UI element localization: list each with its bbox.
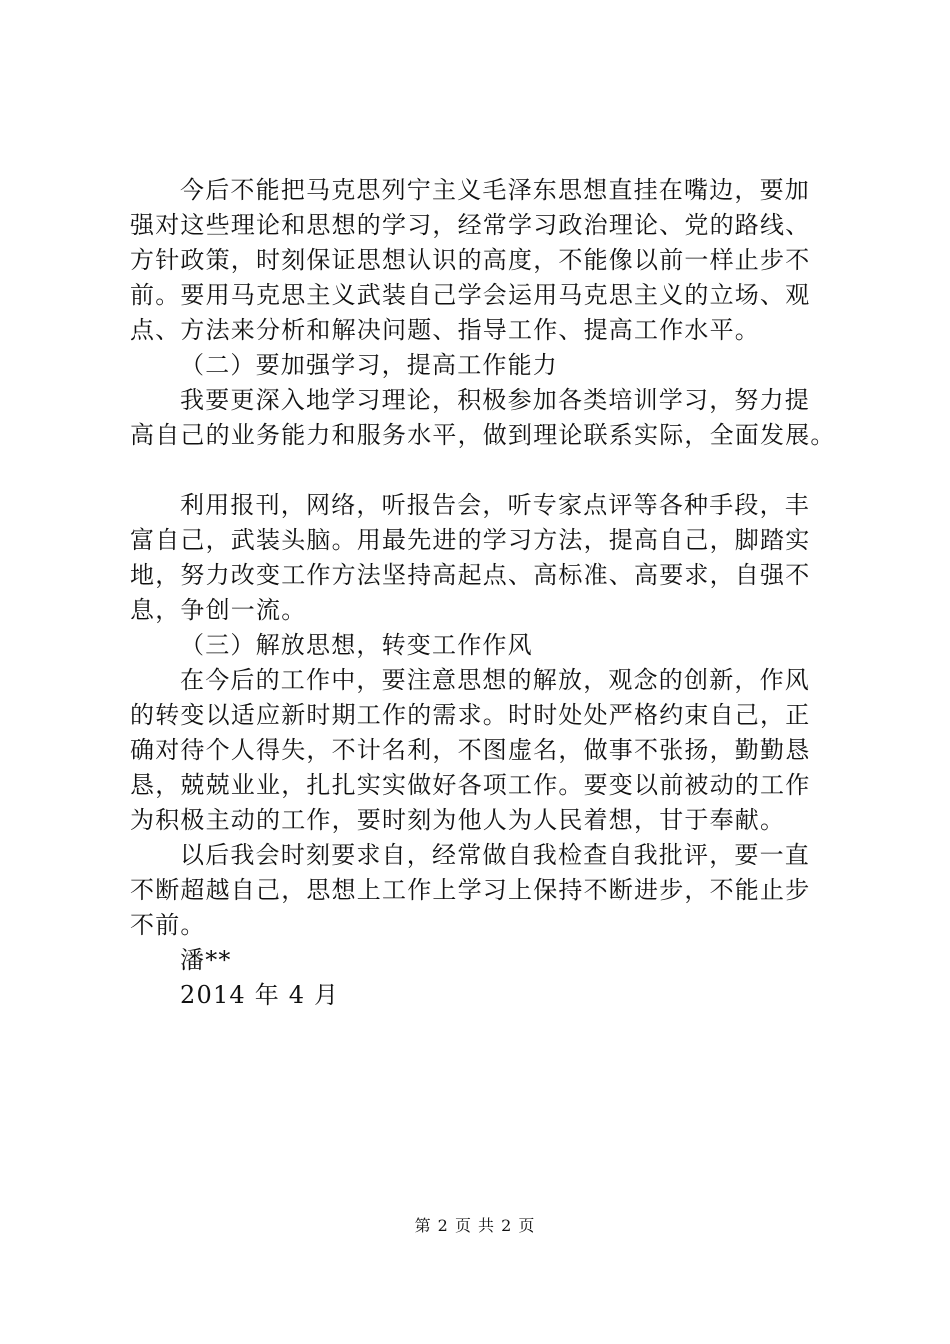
paragraph-line: 高自己的业务能力和服务水平，做到理论联系实际，全面发展。	[130, 421, 836, 449]
paragraph-line: 前。要用马克思主义武装自己学会运用马克思主义的立场、观	[130, 281, 811, 309]
paragraph-line: 富自己，武装头脑。用最先进的学习方法，提高自己，脚踏实	[130, 526, 811, 554]
paragraph-line: 利用报刊，网络，听报告会，听专家点评等各种手段，丰	[180, 491, 810, 519]
paragraph-line: 的转变以适应新时期工作的需求。时时处处严格约束自己，正	[130, 701, 811, 729]
paragraph-line: 今后不能把马克思列宁主义毛泽东思想直挂在嘴边，要加	[180, 176, 810, 204]
paragraph-line: 不断超越自己，思想上工作上学习上保持不断进步，不能止步	[130, 876, 811, 904]
paragraph-line: 在今后的工作中，要注意思想的解放，观念的创新，作风	[180, 666, 810, 694]
page-number-footer: 第 2 页 共 2 页	[414, 1216, 536, 1235]
paragraph-line: 不前。	[130, 911, 206, 939]
section-heading: （二）要加强学习，提高工作能力	[180, 351, 558, 379]
signature-name: 潘**	[180, 946, 232, 974]
paragraph-line: 确对待个人得失，不计名利，不图虚名，做事不张扬，勤勤恳	[130, 736, 811, 764]
paragraph-line: 息，争创一流。	[130, 596, 307, 624]
paragraph-line: 点、方法来分析和解决问题、指导工作、提高工作水平。	[130, 316, 760, 344]
section-heading: （三）解放思想，转变工作作风	[180, 631, 533, 659]
paragraph-line: 强对这些理论和思想的学习，经常学习政治理论、党的路线、	[130, 211, 811, 239]
paragraph-line: 恳，兢兢业业，扎扎实实做好各项工作。要变以前被动的工作	[130, 771, 811, 799]
paragraph-line: 我要更深入地学习理论，积极参加各类培训学习，努力提	[180, 386, 810, 414]
paragraph-line: 方针政策，时刻保证思想认识的高度，不能像以前一样止步不	[130, 246, 811, 274]
paragraph-line: 以后我会时刻要求自，经常做自我检查自我批评，要一直	[180, 841, 810, 869]
signature-date: 2014 年 4 月	[180, 981, 340, 1009]
paragraph-line: 地，努力改变工作方法坚持高起点、高标准、高要求，自强不	[130, 561, 811, 589]
paragraph-line: 为积极主动的工作，要时刻为他人为人民着想，甘于奉献。	[130, 806, 786, 834]
